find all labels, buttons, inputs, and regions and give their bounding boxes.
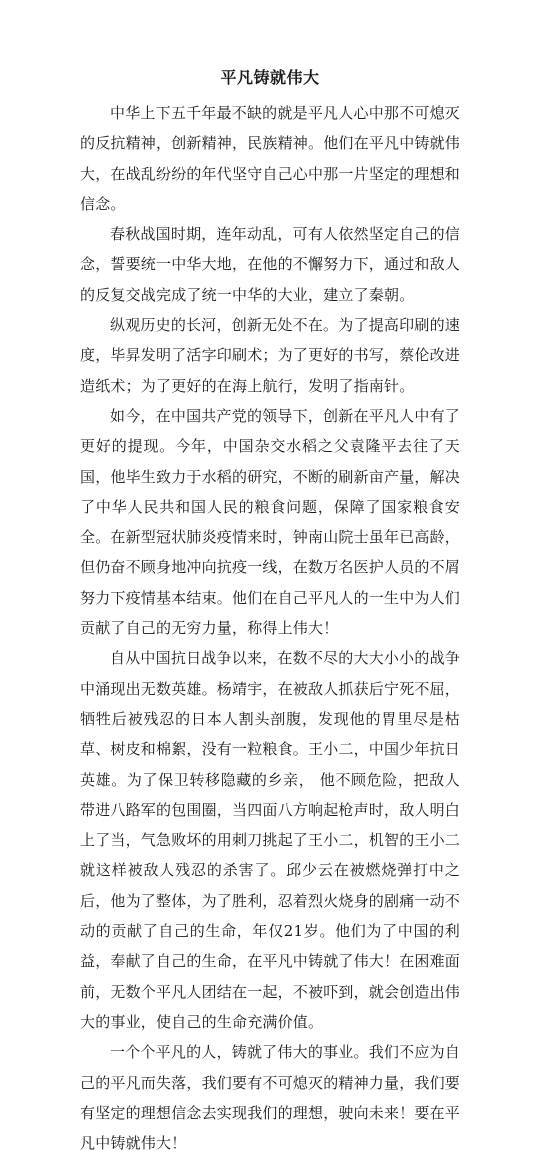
paragraph-1: 中华上下五千年最不缺的就是平凡人心中那不可熄灭的反抗精神，创新精神，民族精神。他们在平凡中铸就伟大，在战乱纷纷的年代坚守自己心中那一片坚定的理想和信念。: [80, 104, 461, 213]
paragraph-3: 纵观历史的长河，创新无处不在。为了提高印刷的速度，毕昇发明了活字印刷术；为了更好的书写，蔡伦改进造纸术；为了更好的在海上航行，发明了指南针。: [80, 316, 461, 395]
document-title: 平凡铸就伟大: [220, 68, 320, 87]
paragraph-6: 一个个平凡的人，铸就了伟大的事业。我们不应为自己的平凡而失落，我们要有不可熄灭的精神力量，我们要有坚定的理想信念去实现我们的理想，驶向未来！要在平凡中铸就伟大！: [80, 1043, 461, 1153]
paragraph-5: 自从中国抗日战争以来，在数不尽的大大小小的战争中涌现出无数英雄。杨靖宇，在被敌人抓获后宁死不屈，牺牲后被残忍的日本人割头剖腹，发现他的胃里尽是枯草、树皮和棉絮，没有一粒粮食。王小二，中国少年抗日英雄。为了保卫转移隐藏的乡亲， 他不顾危险，把敌人带进八路军的包围圈，当四面八方响起枪声时，敌人明白上了当，气急败坏的用刺刀挑起了王小二，机智的王小二就这样被敌人残忍的杀害了。邱少云在被燃烧弹打中之后，他为了整体，为了胜利，忍着烈火烧身的剧痛一动不动的贡献了自己的生命，年仅21岁。他们为了中国的利益，奉献了自己的生命，在平凡中铸就了伟大！在困难面前，无数个平凡人团结在一起，不被吓到，就会创造出伟大的事业，使自己的生命充满价值。: [80, 649, 461, 1031]
paragraph-4: 如今，在中国共产党的领导下，创新在平凡人中有了更好的提现。今年，中国杂交水稻之父袁隆平去往了天国，他毕生致力于水稻的研究，不断的刷新亩产量，解决了中华人民共和国人民的粮食问题，保障了国家粮食安全。在新型冠状肺炎疫情来时，钟南山院士虽年已高龄，但仍奋不顾身地冲向抗疫一线，在数万名医护人员的不屑努力下疫情基本结束。他们在自己平凡人的一生中为人们贡献了自己的无穷力量，称得上伟大！: [80, 406, 461, 638]
paragraph-2: 春秋战国时期，连年动乱，可有人依然坚定自己的信念，誓要统一中华大地，在他的不懈努力下，通过和敌人的反复交战完成了统一中华的大业，建立了秦朝。: [80, 225, 461, 304]
